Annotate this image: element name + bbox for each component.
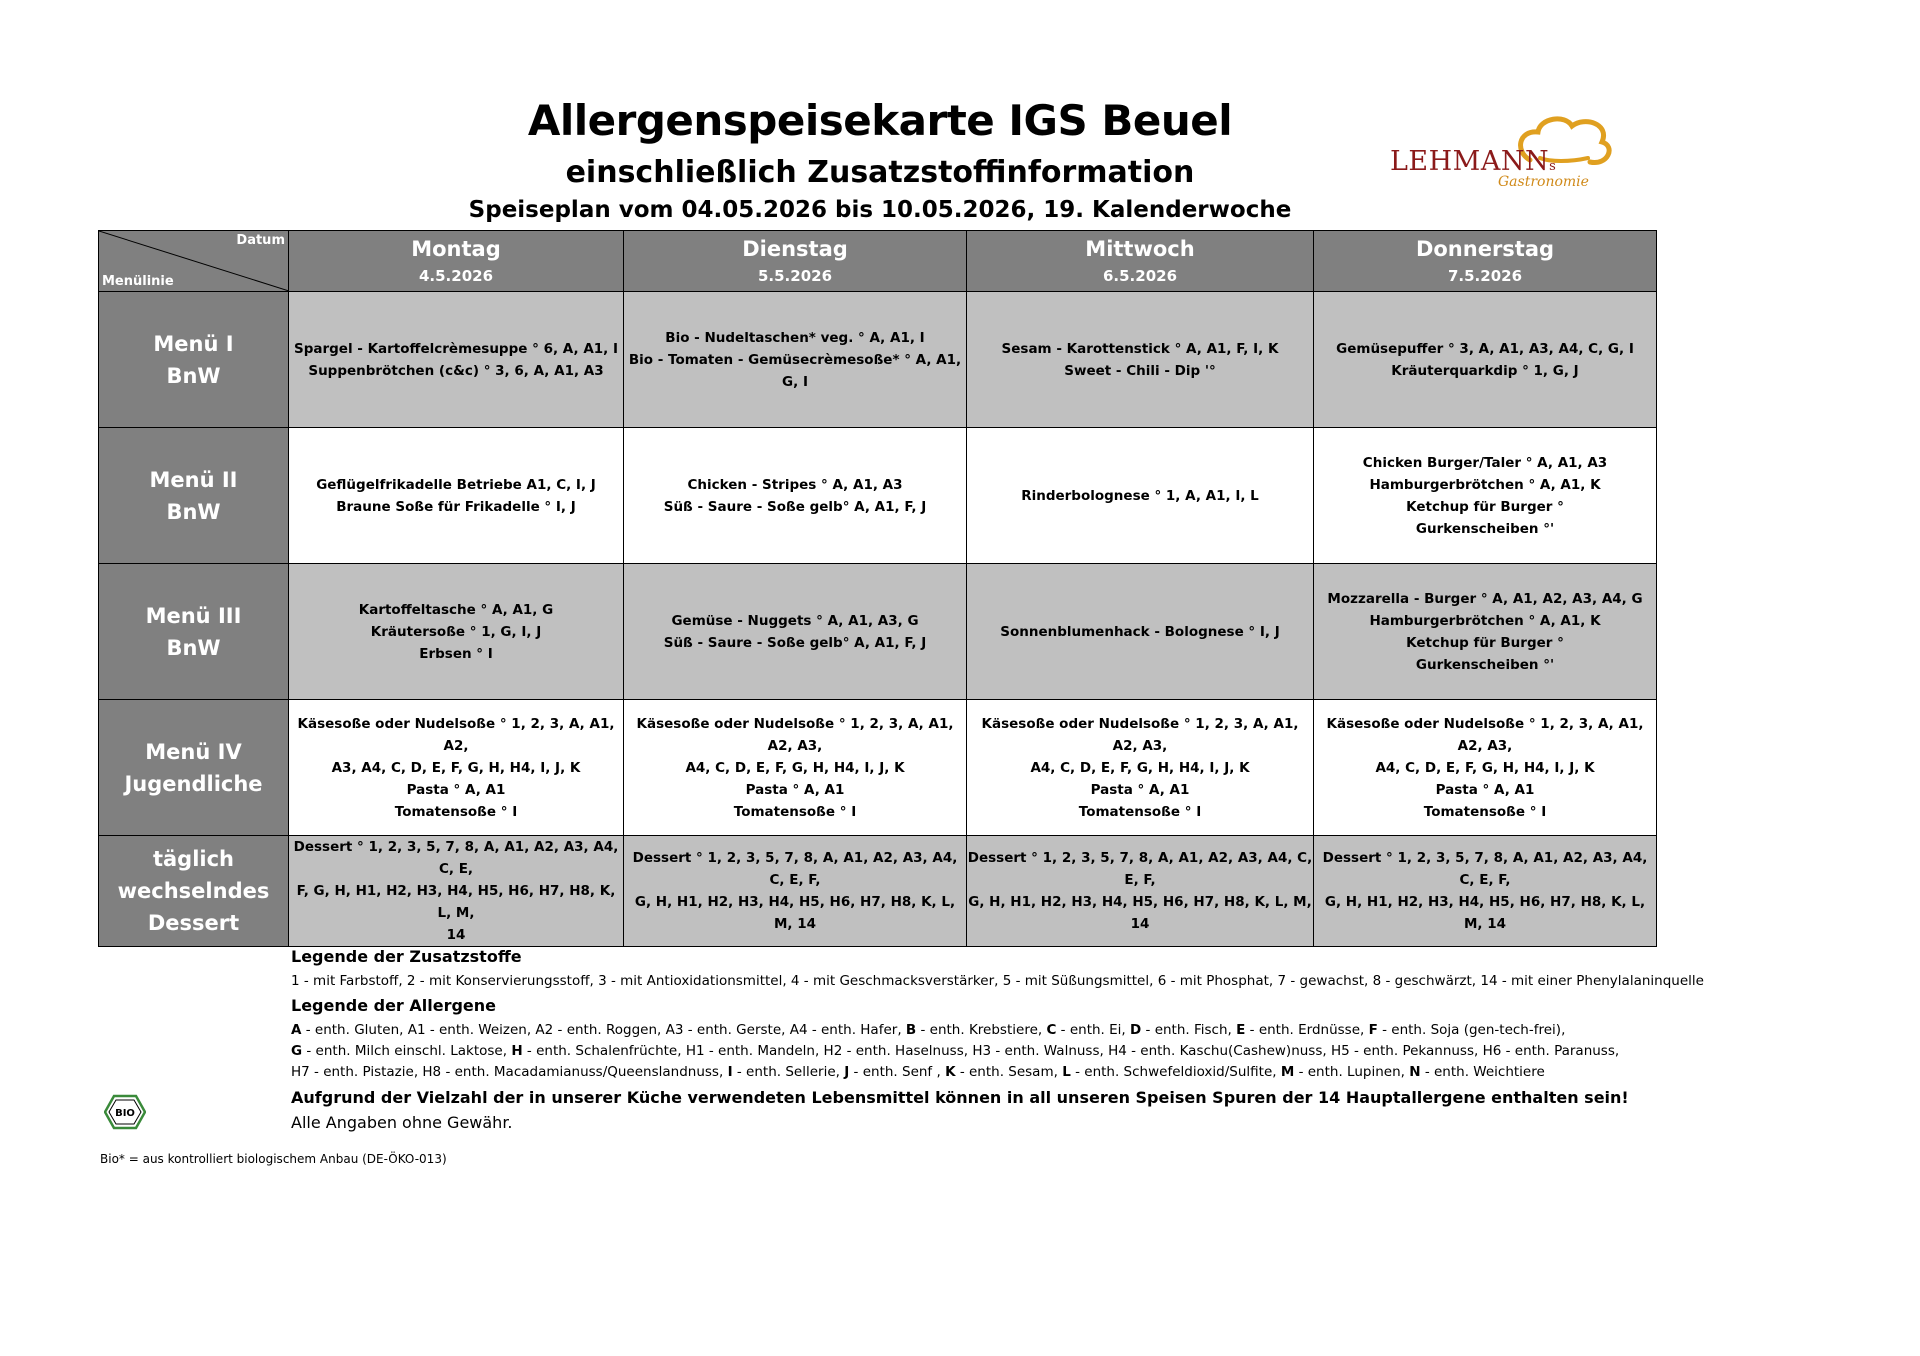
menu-cell: Bio - Nudeltaschen* veg. ° A, A1, I Bio - Tomaten - Gemüsecrèmesoße* ° A, A1, G, I: [624, 292, 967, 428]
menu-cell: Gemüse - Nuggets ° A, A1, A3, G Süß - Saure - Soße gelb° A, A1, F, J: [624, 564, 967, 700]
allergen-legend-line-2: G - enth. Milch einschl. Laktose, H - enth. Schalenfrüchte, H1 - enth. Mandeln, H2 - enth. Haselnuss, H3 - enth. Walnuss, H4 - enth. Kaschu(Cashew)nuss, H5 - enth. Pekannuss, H6 - enth. Paranuss,: [291, 1043, 1620, 1059]
menu-cell: Spargel - Kartoffelcrèmesuppe ° 6, A, A1, I Suppenbrötchen (c&c) ° 3, 6, A, A1, A3: [289, 292, 624, 428]
row-label: täglich wechselndes Dessert: [99, 836, 289, 947]
zusatz-legend-title: Legende der Zusatzstoffe: [291, 947, 522, 966]
day-header-donnerstag: [1314, 231, 1657, 292]
day-name: Dienstag: [742, 237, 848, 261]
day-date: 5.5.2026: [757, 267, 833, 285]
corner-datum: Datum: [236, 233, 285, 248]
row-label: Menü III BnW: [99, 564, 289, 700]
day-date: 4.5.2026: [418, 267, 494, 285]
allergen-warning: Aufgrund der Vielzahl der in unserer Küche verwendeten Lebensmittel können in all unseren Speisen Spuren der 14 Hauptallergene enthalten sein!: [291, 1088, 1629, 1107]
page-subtitle: einschließlich Zusatzstoffinformation: [565, 155, 1195, 190]
day-date: 7.5.2026: [1447, 267, 1523, 285]
menu-cell: Käsesoße oder Nudelsoße ° 1, 2, 3, A, A1, A2, A3, A4, C, D, E, F, G, H, H4, I, J, K Pasta ° A, A1 Tomatensoße ° I: [624, 700, 967, 836]
logo-wordmark: LEHMANNs: [1390, 146, 1557, 177]
menu-row-2: [99, 428, 1657, 564]
week-range: Speiseplan vom 04.05.2026 bis 10.05.2026, 19. Kalenderwoche: [468, 197, 1292, 223]
header-row: [99, 231, 1657, 292]
bio-footnote: Bio* = aus kontrolliert biologischem Anbau (DE-ÖKO-013): [100, 1152, 447, 1166]
zusatz-legend-text: 1 - mit Farbstoff, 2 - mit Konservierungsstoff, 3 - mit Antioxidationsmittel, 4 - mit Geschmacksverstärker, 5 - mit Süßungsmittel, 6 - mit Phosphat, 7 - gewachst, 8 - geschwärzt, 14 - mit einer Phenylalaninquelle: [291, 973, 1704, 989]
menu-row-4: [99, 700, 1657, 836]
svg-text:BIO: BIO: [115, 1108, 135, 1119]
menu-cell: Dessert ° 1, 2, 3, 5, 7, 8, A, A1, A2, A3, A4, C, E, F, G, H, H1, H2, H3, H4, H5, H6, H7, H8, K, L, M, 14: [1314, 836, 1657, 947]
menu-cell: Rinderbolognese ° 1, A, A1, I, L: [967, 428, 1314, 564]
day-name: Donnerstag: [1415, 237, 1555, 261]
menu-cell: Käsesoße oder Nudelsoße ° 1, 2, 3, A, A1, A2, A3, A4, C, D, E, F, G, H, H4, I, J, K Pasta ° A, A1 Tomatensoße ° I: [967, 700, 1314, 836]
dessert-row: [99, 836, 1657, 947]
lehmanns-logo: [1390, 112, 1630, 192]
day-name: Montag: [411, 237, 501, 261]
day-date: 6.5.2026: [1102, 267, 1178, 285]
day-header-montag: [289, 231, 624, 292]
menu-cell: Chicken Burger/Taler ° A, A1, A3 Hamburgerbrötchen ° A, A1, K Ketchup für Burger ° Gurkenscheiben °': [1314, 428, 1657, 564]
menu-table: [98, 230, 1657, 947]
disclaimer: Alle Angaben ohne Gewähr.: [291, 1113, 513, 1132]
menu-row-1: [99, 292, 1657, 428]
menu-cell: Geflügelfrikadelle Betriebe A1, C, I, J Braune Soße für Frikadelle ° I, J: [289, 428, 624, 564]
corner-menulinie: Menülinie: [102, 274, 174, 289]
menu-cell: Dessert ° 1, 2, 3, 5, 7, 8, A, A1, A2, A3, A4, C, E, F, G, H, H1, H2, H3, H4, H5, H6, H7, H8, K, L, M, 14: [624, 836, 967, 947]
menu-cell: Dessert ° 1, 2, 3, 5, 7, 8, A, A1, A2, A3, A4, C, E, F, G, H, H1, H2, H3, H4, H5, H6, H7, H8, K, L, M, 14: [289, 836, 624, 947]
menu-cell: Sesam - Karottenstick ° A, A1, F, I, K Sweet - Chili - Dip '°: [967, 292, 1314, 428]
menu-cell: Käsesoße oder Nudelsoße ° 1, 2, 3, A, A1, A2, A3, A4, C, D, E, F, G, H, H4, I, J, K Pasta ° A, A1 Tomatensoße ° I: [289, 700, 624, 836]
row-label: Menü II BnW: [99, 428, 289, 564]
row-label: Menü IV Jugendliche: [99, 700, 289, 836]
allergen-legend-line-3: H7 - enth. Pistazie, H8 - enth. Macadamianuss/Queenslandnuss, I - enth. Sellerie, J - enth. Senf , K - enth. Sesam, L - enth. Schwefeldioxid/Sulfite, M - enth. Lupinen, N - enth. Weichtiere: [291, 1064, 1545, 1080]
day-header-dienstag: [624, 231, 967, 292]
menu-cell: Kartoffeltasche ° A, A1, G Kräutersoße ° 1, G, I, J Erbsen ° I: [289, 564, 624, 700]
menu-cell: Dessert ° 1, 2, 3, 5, 7, 8, A, A1, A2, A3, A4, C, E, F, G, H, H1, H2, H3, H4, H5, H6, H7, H8, K, L, M, 14: [967, 836, 1314, 947]
table-corner: [99, 231, 289, 292]
menu-cell: Mozzarella - Burger ° A, A1, A2, A3, A4, G Hamburgerbrötchen ° A, A1, K Ketchup für Burger ° Gurkenscheiben °': [1314, 564, 1657, 700]
allergen-legend-title: Legende der Allergene: [291, 996, 497, 1015]
row-label: Menü I BnW: [99, 292, 289, 428]
menu-cell: Käsesoße oder Nudelsoße ° 1, 2, 3, A, A1, A2, A3, A4, C, D, E, F, G, H, H4, I, J, K Pasta ° A, A1 Tomatensoße ° I: [1314, 700, 1657, 836]
day-header-mittwoch: [967, 231, 1314, 292]
bio-seal-icon: [104, 1094, 146, 1134]
menu-row-3: [99, 564, 1657, 700]
menu-cell: Sonnenblumenhack - Bolognese ° I, J: [967, 564, 1314, 700]
menu-cell: Gemüsepuffer ° 3, A, A1, A3, A4, C, G, I Kräuterquarkdip ° 1, G, J: [1314, 292, 1657, 428]
day-name: Mittwoch: [1085, 237, 1195, 261]
menu-cell: Chicken - Stripes ° A, A1, A3 Süß - Saure - Soße gelb° A, A1, F, J: [624, 428, 967, 564]
logo-subtitle: Gastronomie: [1498, 174, 1589, 190]
page-title: Allergenspeisekarte IGS Beuel: [527, 96, 1233, 145]
allergen-legend-line-1: A - enth. Gluten, A1 - enth. Weizen, A2 - enth. Roggen, A3 - enth. Gerste, A4 - enth. Hafer, B - enth. Krebstiere, C - enth. Ei, D - enth. Fisch, E - enth. Erdnüsse, F - enth. Soja (gen-tech-frei),: [291, 1022, 1566, 1038]
